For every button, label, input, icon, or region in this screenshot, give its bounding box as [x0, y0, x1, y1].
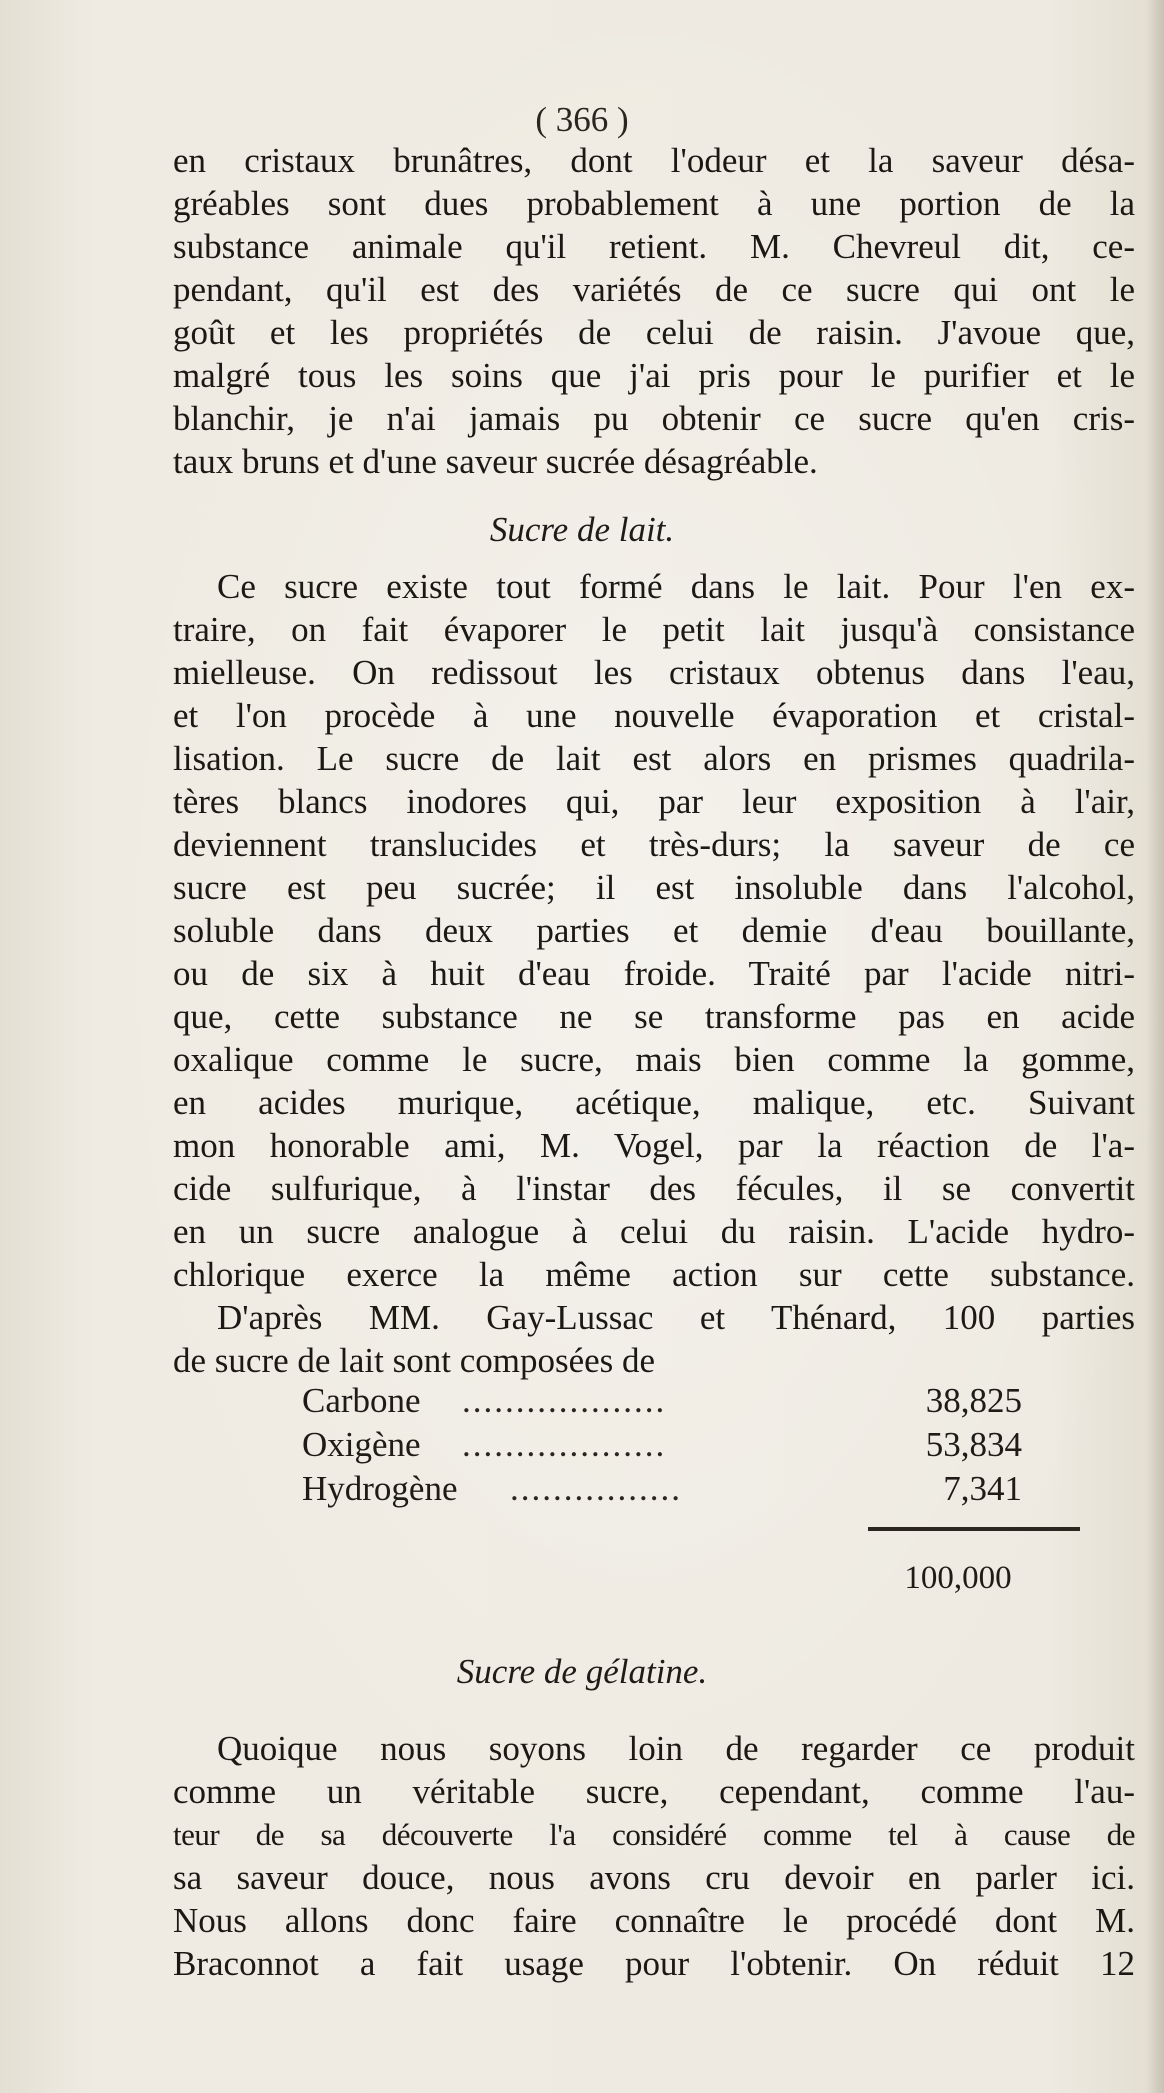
text-line: cide sulfurique, à l'instar des fécules, il se convertit [173, 1169, 1135, 1208]
section-heading-sucre-de-lait: Sucre de lait. [489, 510, 675, 549]
text-line: mon honorable ami, M. Vogel, par la réaction de l'a- [173, 1126, 1135, 1165]
text-line: pendant, qu'il est des variétés de ce sucre qui ont le [173, 270, 1135, 309]
text-line: malgré tous les soins que j'ai pris pour le purifier et le [173, 356, 1135, 395]
text-line: taux bruns et d'une saveur sucrée désagréable. [173, 442, 818, 481]
text-line: Braconnot a fait usage pour l'obtenir. On réduit 12 [173, 1944, 1135, 1983]
text-line: goût et les propriétés de celui de raisin. J'avoue que, [173, 313, 1135, 352]
text-line: de sucre de lait sont composées de [173, 1341, 656, 1380]
leader-dots: ................... [462, 1381, 667, 1420]
composition-row [302, 1468, 1022, 1509]
text-line: tères blancs inodores qui, par leur exposition à l'air, [173, 782, 1135, 821]
text-line: lisation. Le sucre de lait est alors en prismes quadrila- [173, 739, 1135, 778]
composition-row [302, 1424, 1022, 1465]
composition-row [302, 1380, 1022, 1421]
composition-total: 100,000 [904, 1560, 1012, 1596]
text-line: teur de sa découverte l'a considéré comme tel à cause de [173, 1817, 1135, 1852]
text-line: en acides murique, acétique, malique, etc. Suivant [173, 1083, 1135, 1122]
text-line: traire, on fait évaporer le petit lait jusqu'à consistance [173, 610, 1135, 649]
text-line: sucre est peu sucrée; il est insoluble dans l'alcohol, [173, 868, 1135, 907]
text-line: comme un véritable sucre, cependant, comme l'au- [173, 1772, 1135, 1811]
composition-value: 53,834 [925, 1425, 1022, 1464]
text-line: oxalique comme le sucre, mais bien comme la gomme, [173, 1040, 1135, 1079]
text-line: et l'on procède à une nouvelle évaporation et cristal- [173, 696, 1135, 735]
text-line: ou de six à huit d'eau froide. Traité par l'acide nitri- [173, 954, 1135, 993]
leader-dots: ................ [510, 1469, 682, 1508]
text-line: Quoique nous soyons loin de regarder ce produit [217, 1729, 1135, 1768]
composition-value: 7,341 [943, 1469, 1022, 1508]
text-line: que, cette substance ne se transforme pas en acide [173, 997, 1135, 1036]
text-line: D'après MM. Gay-Lussac et Thénard, 100 parties [217, 1298, 1135, 1337]
text-line: deviennent translucides et très-durs; la saveur de ce [173, 825, 1135, 864]
sum-rule [868, 1527, 1080, 1531]
text-line: en cristaux brunâtres, dont l'odeur et la saveur désa- [173, 141, 1135, 180]
text-line: substance animale qu'il retient. M. Chevreul dit, ce- [173, 227, 1135, 266]
leader-dots: ................... [462, 1425, 667, 1464]
composition-element: Carbone [302, 1381, 421, 1420]
text-line: gréables sont dues probablement à une portion de la [173, 184, 1135, 223]
text-line: chlorique exerce la même action sur cette substance. [173, 1255, 1135, 1294]
text-line: Nous allons donc faire connaître le procédé dont M. [173, 1901, 1135, 1940]
text-line: mielleuse. On redissout les cristaux obtenus dans l'eau, [173, 653, 1135, 692]
text-line: sa saveur douce, nous avons cru devoir en parler ici. [173, 1858, 1135, 1897]
section-heading-sucre-de-gelatine: Sucre de gélatine. [456, 1652, 708, 1691]
text-line: Ce sucre existe tout formé dans le lait. Pour l'en ex- [217, 567, 1135, 606]
composition-element: Oxigène [302, 1425, 421, 1464]
composition-value: 38,825 [925, 1381, 1022, 1420]
text-line: en un sucre analogue à celui du raisin. L'acide hydro- [173, 1212, 1135, 1251]
composition-element: Hydrogène [302, 1469, 458, 1508]
text-line: blanchir, je n'ai jamais pu obtenir ce sucre qu'en cris- [173, 399, 1135, 438]
text-line: soluble dans deux parties et demie d'eau bouillante, [173, 911, 1135, 950]
page-edge-shadow [1146, 0, 1164, 2093]
page-number: ( 366 ) [535, 100, 629, 139]
